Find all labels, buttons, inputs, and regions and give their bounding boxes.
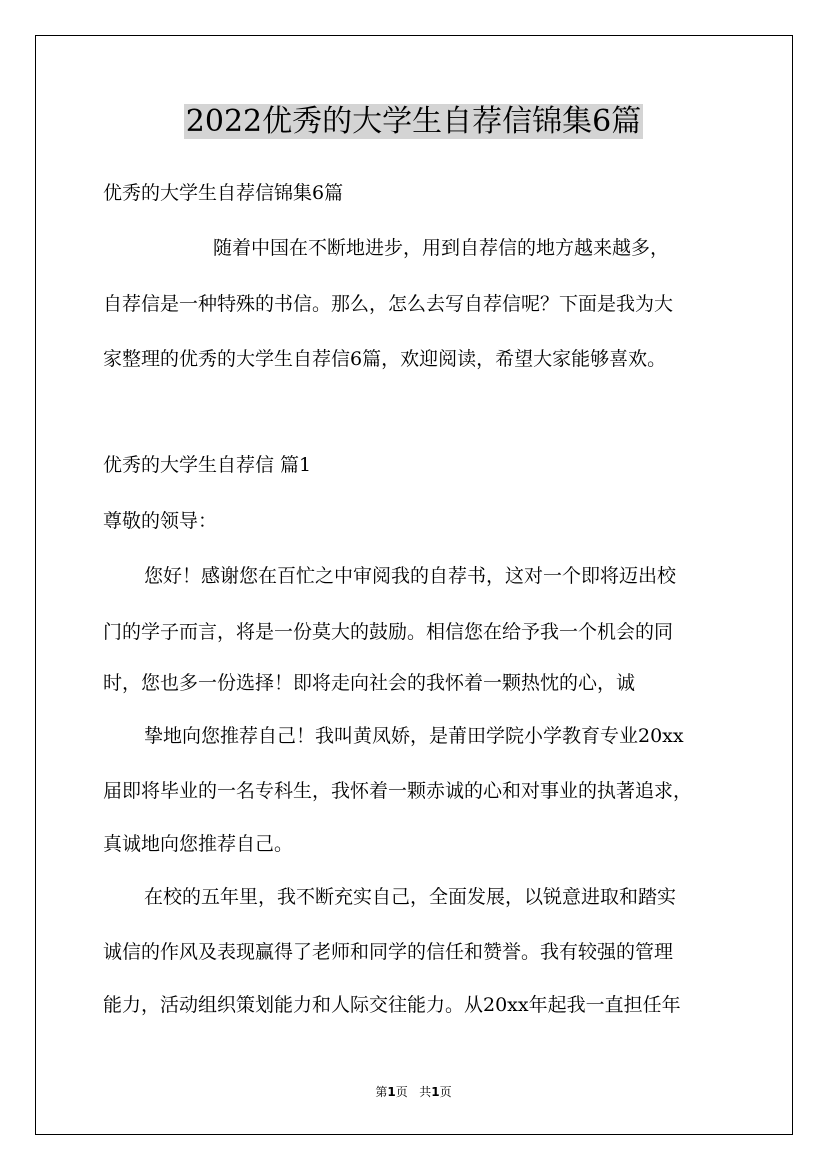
footer-page-number: 1 [387, 1085, 396, 1099]
paragraph-line: 真诚地向您推荐自己。 [103, 833, 294, 855]
paragraph-line: 挚地向您推荐自己！我叫黄凤娇，是莆田学院小学教育专业20xx [144, 725, 684, 747]
section-heading: 优秀的大学生自荐信 篇1 [103, 454, 312, 476]
footer-page-prefix: 第 [375, 1085, 388, 1099]
intro-line-3: 家整理的优秀的大学生自荐信6篇，欢迎阅读，希望大家能够喜欢。 [103, 348, 667, 370]
paragraph-line: 诚信的作风及表现赢得了老师和同学的信任和赞誉。我有较强的管理 [103, 941, 674, 963]
document-title-text: 2022优秀的大学生自荐信锦集6篇 [185, 104, 642, 139]
salutation: 尊敬的领导： [103, 510, 218, 532]
intro-line-1: 随着中国在不断地进步，用到自荐信的地方越来越多， [213, 237, 670, 259]
footer-total-prefix: 共 [419, 1085, 432, 1099]
document-title [0, 100, 827, 144]
subtitle-line: 优秀的大学生自荐信锦集6篇 [103, 182, 344, 204]
paragraph-line: 能力，活动组织策划能力和人际交往能力。从20xx年起我一直担任年 [103, 994, 681, 1016]
paragraph-line: 时，您也多一份选择！即将走向社会的我怀着一颗热忱的心，诚 [103, 672, 636, 694]
footer-page-suffix: 页 [395, 1085, 408, 1099]
paragraph-line: 届即将毕业的一名专科生，我怀着一颗赤诚的心和对事业的执著追求， [103, 780, 693, 802]
paragraph-line: 您好！感谢您在百忙之中审阅我的自荐书，这对一个即将迈出校 [144, 565, 677, 587]
paragraph-line: 在校的五年里，我不断充实自己，全面发展，以锐意进取和踏实 [144, 886, 677, 908]
footer-total-pages: 1 [431, 1085, 440, 1099]
page-footer [0, 1083, 827, 1100]
intro-line-2: 自荐信是一种特殊的书信。那么，怎么去写自荐信呢？下面是我为大 [103, 293, 674, 315]
footer-total-suffix: 页 [439, 1085, 452, 1099]
paragraph-line: 门的学子而言，将是一份莫大的鼓励。相信您在给予我一个机会的同 [103, 621, 674, 643]
